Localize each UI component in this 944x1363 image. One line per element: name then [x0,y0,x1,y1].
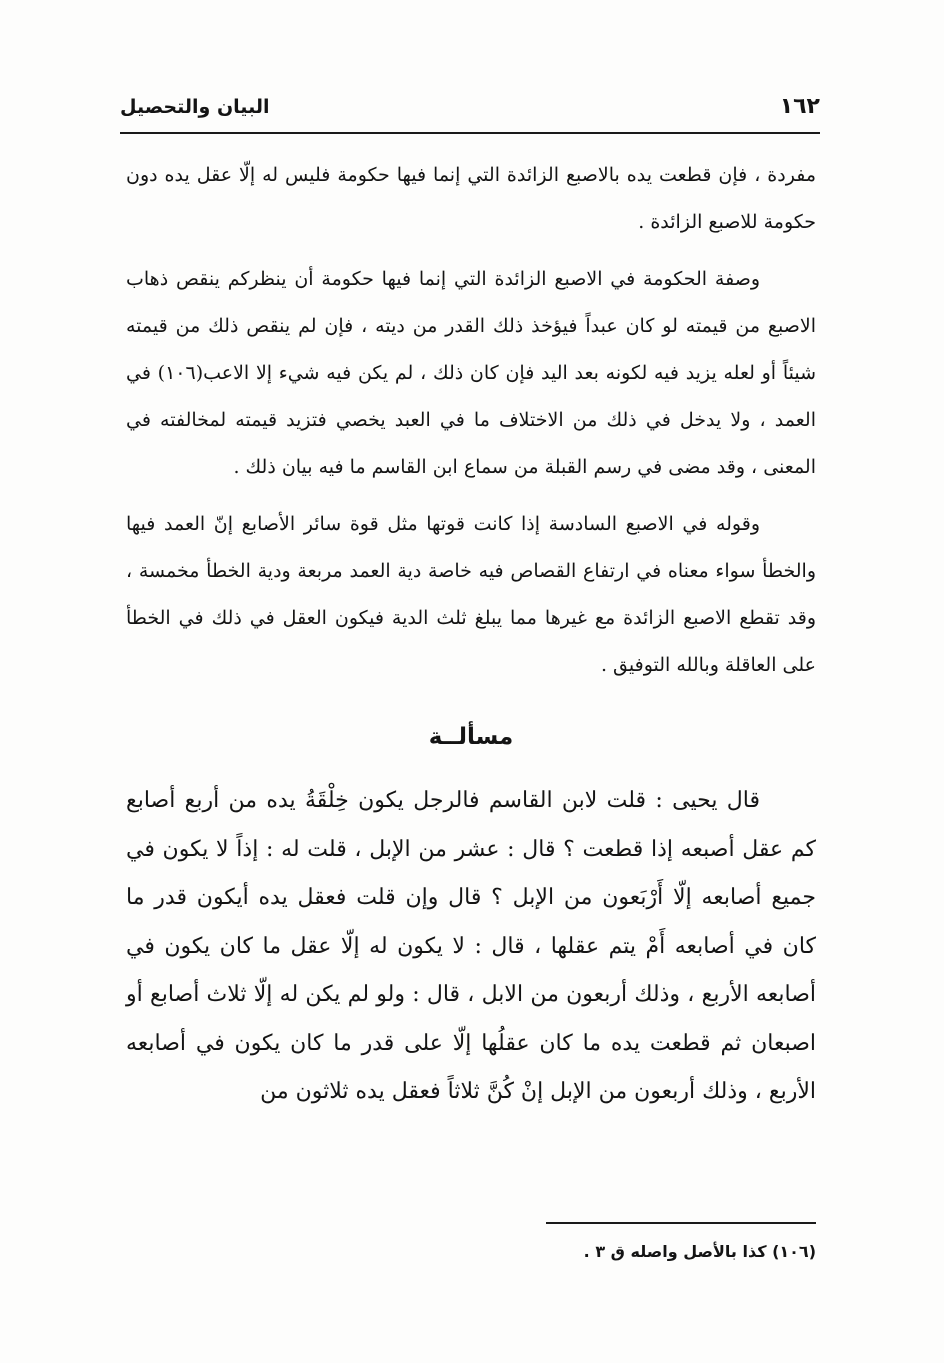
page-number: ١٦٢ [779,94,820,119]
paragraph-1: مفردة ، فإن قطعت يده بالاصبع الزائدة التي إنما فيها حكومة فليس له إلّا عقل يده دون حكومة للاصبع الزائدة . [126,164,816,233]
header-divider [120,132,820,134]
paragraph-2: وصفة الحكومة في الاصبع الزائدة التي إنما فيها حكومة أن ينظركم ينقص ذهاب الاصبع من قيمته لو كان عبداً فيؤخذ ذلك القدر من ديته ، فإن لم ينقص ذلك من قيمته شيئاً أو لعله يزيد فيه لكونه بعد اليد فإن كان ذلك ، لم يكن فيه شيء إلا الاعب(١٠٦) في العمد ، ولا يدخل في ذلك من الاختلاف ما في العبد يخصي فتزيد قيمته لمخالفته في المعنى ، وقد مضى في رسم القبلة من سماع ابن القاسم ما فيه بيان ذلك . [126,268,816,478]
page-body [126,152,816,1117]
page-header [120,92,820,132]
running-title: البيان والتحصيل [120,96,270,118]
question-paragraph: قال يحيى : قلت لابن القاسم فالرجل يكون خِلْقَةُ يده من أربع أصابع كم عقل أصبعه إذا قطعت ؟ قال : عشر من الإبل ، قلت له : إذاً لا يكون في جميع أصابعه إلّا أَرْبَعون من الإبل ؟ قال وإن قلت فعقل يده أيكون قدر ما كان في أصابعه أَمْ يتم عقلها ، قال : لا يكون له إلّا عقل ما كان يكون في أصابعه الأربع ، وذلك أربعون من الابل ، قال : ولو لم يكن له إلّا ثلاث أصابع أو اصبعان ثم قطعت يده ما كان عقلُها إلّا على قدر ما كان يكون في أصابعه الأربع ، وذلك أربعون من الإبل إنْ كُنَّ ثلاثاً فعقل يده ثلاثون من [126,788,816,1104]
footnote-divider [546,1222,816,1224]
footnote: (١٠٦) كذا بالأصل واصله ق ٣ . [583,1242,816,1261]
paragraph-3: وقوله في الاصبع السادسة إذا كانت قوتها مثل قوة سائر الأصابع إنّ العمد فيها والخطأ سواء معناه في ارتفاع القصاص فيه خاصة دية العمد مربعة ودية الخطأ مخمسة ، وقد تقطع الاصبع الزائدة مع غيرها مما يبلغ ثلث الدية فيكون العقل في ذلك في الخطأ على العاقلة وبالله التوفيق . [126,513,816,676]
section-heading: مسألــة [428,724,514,750]
